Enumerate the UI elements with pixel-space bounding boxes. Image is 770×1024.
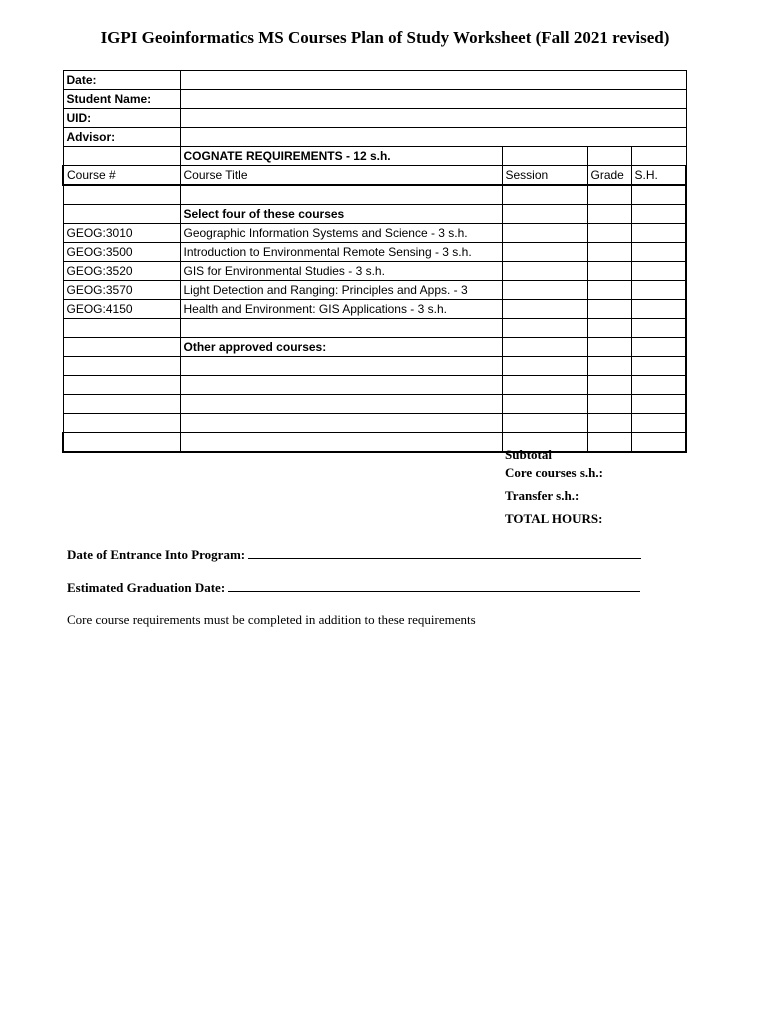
course-title: GIS for Environmental Studies - 3 s.h. <box>180 262 502 281</box>
other-course-row <box>63 357 686 376</box>
grade-header: Grade <box>587 166 631 186</box>
course-row <box>63 300 686 319</box>
sh-cell[interactable] <box>631 433 686 453</box>
advisor-field[interactable] <box>180 128 686 147</box>
entrance-date-field[interactable] <box>248 545 641 559</box>
uid-row <box>63 109 686 128</box>
blank-cell <box>502 205 587 224</box>
course-row <box>63 243 686 262</box>
subtotal-label: Subtotal <box>505 447 552 462</box>
blank-cell <box>180 319 502 338</box>
blank-cell <box>502 185 587 205</box>
course-title-cell[interactable] <box>180 357 502 376</box>
sh-cell[interactable] <box>631 300 686 319</box>
blank-cell <box>631 205 686 224</box>
course-num-header: Course # <box>63 166 180 186</box>
uid-field[interactable] <box>180 109 686 128</box>
date-field[interactable] <box>180 71 686 90</box>
course-title-cell[interactable] <box>180 395 502 414</box>
blank-cell <box>63 319 180 338</box>
select-heading: Select four of these courses <box>180 205 502 224</box>
course-row <box>63 281 686 300</box>
page-title: IGPI Geoinformatics MS Courses Plan of Study Worksheet (Fall 2021 revised) <box>100 28 670 47</box>
blank-cell <box>502 319 587 338</box>
sh-cell[interactable] <box>631 395 686 414</box>
blank-cell <box>502 147 587 166</box>
sh-cell[interactable] <box>631 262 686 281</box>
course-title-cell[interactable] <box>180 414 502 433</box>
grade-cell[interactable] <box>587 224 631 243</box>
course-num-cell[interactable] <box>63 357 180 376</box>
other-course-row <box>63 414 686 433</box>
course-num: GEOG:3500 <box>63 243 180 262</box>
session-cell[interactable] <box>502 395 587 414</box>
blank-cell <box>631 185 686 205</box>
course-num: GEOG:3010 <box>63 224 180 243</box>
session-cell[interactable] <box>502 414 587 433</box>
sh-cell[interactable] <box>631 281 686 300</box>
sh-cell[interactable] <box>631 357 686 376</box>
blank-cell <box>502 338 587 357</box>
graduation-date-line <box>67 578 640 596</box>
blank-cell <box>587 205 631 224</box>
advisor-label: Advisor: <box>63 128 180 147</box>
sh-cell[interactable] <box>631 224 686 243</box>
select-heading-row <box>63 205 686 224</box>
blank-cell <box>180 185 502 205</box>
blank-cell <box>631 147 686 166</box>
uid-label: UID: <box>63 109 180 128</box>
student-name-label: Student Name: <box>63 90 180 109</box>
spacer-row <box>63 185 686 205</box>
session-cell[interactable] <box>502 376 587 395</box>
blank-cell <box>631 319 686 338</box>
cognate-heading-row <box>63 147 686 166</box>
sh-cell[interactable] <box>631 243 686 262</box>
spacer-row <box>63 319 686 338</box>
course-title-header: Course Title <box>180 166 502 186</box>
entrance-date-label: Date of Entrance Into Program: <box>67 547 246 562</box>
graduation-date-label: Estimated Graduation Date: <box>67 580 226 595</box>
grade-cell[interactable] <box>587 414 631 433</box>
student-name-row <box>63 90 686 109</box>
blank-cell <box>63 338 180 357</box>
sh-cell[interactable] <box>631 376 686 395</box>
course-row <box>63 262 686 281</box>
blank-cell <box>63 205 180 224</box>
grade-cell[interactable] <box>587 395 631 414</box>
blank-cell <box>631 338 686 357</box>
date-label: Date: <box>63 71 180 90</box>
blank-cell <box>587 338 631 357</box>
grade-cell[interactable] <box>587 243 631 262</box>
sh-header: S.H. <box>631 166 686 186</box>
grade-cell[interactable] <box>587 357 631 376</box>
session-cell[interactable] <box>502 357 587 376</box>
blank-cell <box>587 185 631 205</box>
entrance-date-line <box>67 545 641 563</box>
course-title-cell[interactable] <box>180 433 502 453</box>
session-cell[interactable] <box>502 262 587 281</box>
session-cell[interactable] <box>502 224 587 243</box>
blank-cell <box>587 147 631 166</box>
course-num: GEOG:3520 <box>63 262 180 281</box>
course-num-cell[interactable] <box>63 395 180 414</box>
date-row <box>63 71 686 90</box>
grade-cell[interactable] <box>587 262 631 281</box>
other-heading-row <box>63 338 686 357</box>
other-heading: Other approved courses: <box>180 338 502 357</box>
total-hours-label: TOTAL HOURS: <box>505 511 603 526</box>
core-courses-label: Core courses s.h.: <box>505 465 603 480</box>
session-cell[interactable] <box>502 243 587 262</box>
course-row <box>63 224 686 243</box>
course-num: GEOG:4150 <box>63 300 180 319</box>
course-num-cell[interactable] <box>63 414 180 433</box>
column-header-row <box>63 166 686 186</box>
course-title: Health and Environment: GIS Applications - 3 s.h. <box>180 300 502 319</box>
grade-cell[interactable] <box>587 300 631 319</box>
student-name-field[interactable] <box>180 90 686 109</box>
grade-cell[interactable] <box>587 281 631 300</box>
blank-cell <box>63 185 180 205</box>
blank-cell <box>587 319 631 338</box>
cognate-heading: COGNATE REQUIREMENTS - 12 s.h. <box>180 147 502 166</box>
course-num-cell[interactable] <box>63 433 180 453</box>
course-title: Light Detection and Ranging: Principles and Apps. - 3 <box>180 281 502 300</box>
totals-block <box>505 446 603 533</box>
session-header: Session <box>502 166 587 186</box>
course-title: Geographic Information Systems and Science - 3 s.h. <box>180 224 502 243</box>
blank-cell <box>63 147 180 166</box>
course-num: GEOG:3570 <box>63 281 180 300</box>
course-title-cell[interactable] <box>180 376 502 395</box>
grade-cell[interactable] <box>587 376 631 395</box>
advisor-row <box>63 128 686 147</box>
transfer-label: Transfer s.h.: <box>505 488 580 503</box>
session-cell[interactable] <box>502 281 587 300</box>
other-course-row <box>63 376 686 395</box>
course-title: Introduction to Environmental Remote Sensing - 3 s.h. <box>180 243 502 262</box>
course-num-cell[interactable] <box>63 376 180 395</box>
requirements-note: Core course requirements must be completed in addition to these requirements <box>67 612 476 627</box>
graduation-date-field[interactable] <box>228 578 640 592</box>
session-cell[interactable] <box>502 300 587 319</box>
plan-of-study-table <box>62 70 685 453</box>
sh-cell[interactable] <box>631 414 686 433</box>
other-course-row <box>63 395 686 414</box>
